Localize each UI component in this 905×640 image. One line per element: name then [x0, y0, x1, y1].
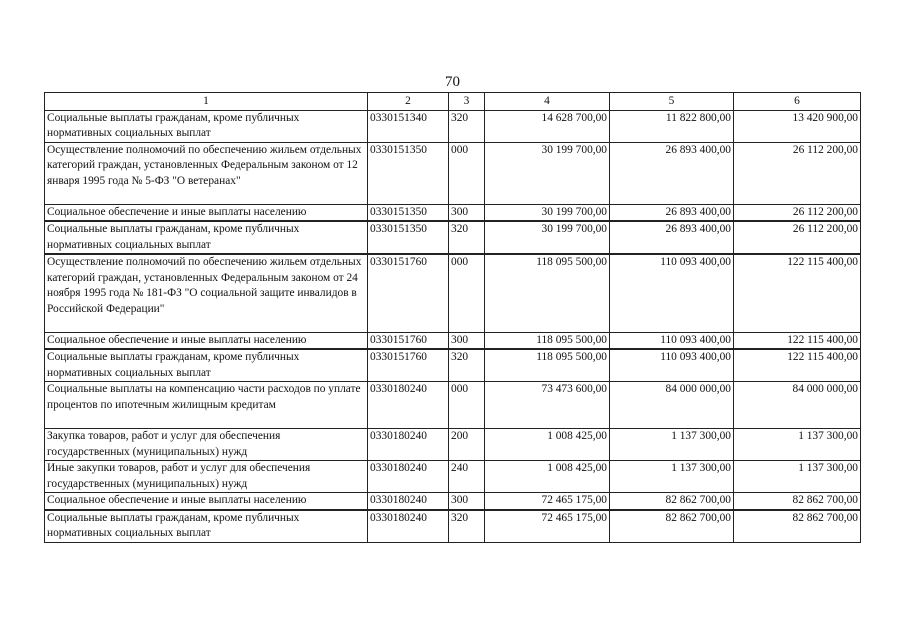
- row-value-2: 110 093 400,00: [610, 254, 734, 332]
- row-code: 0330180240: [368, 429, 449, 461]
- row-name: Социальное обеспечение и иные выплаты населению: [45, 332, 368, 349]
- table-row: [45, 254, 861, 332]
- row-value-2: 84 000 000,00: [610, 382, 734, 429]
- table-row: [45, 332, 861, 349]
- header-cell: 3: [449, 93, 485, 111]
- row-name: Иные закупки товаров, работ и услуг для обеспечения государственных (муниципальных) нужд: [45, 461, 368, 493]
- row-value-1: 1 008 425,00: [485, 429, 610, 461]
- row-code: 0330151760: [368, 332, 449, 349]
- row-value-3: 1 137 300,00: [734, 429, 861, 461]
- budget-table: [44, 92, 861, 543]
- row-name: Социальное обеспечение и иные выплаты населению: [45, 204, 368, 221]
- row-code: 0330151350: [368, 204, 449, 221]
- row-value-2: 82 862 700,00: [610, 493, 734, 510]
- row-value-2: 26 893 400,00: [610, 142, 734, 204]
- row-expense-type: 300: [449, 332, 485, 349]
- header-cell: 2: [368, 93, 449, 111]
- row-name: Социальное обеспечение и иные выплаты населению: [45, 493, 368, 510]
- table-row: [45, 221, 861, 254]
- row-name: Социальные выплаты на компенсацию части расходов по уплате процентов по ипотечным жилищным кредитам: [45, 382, 368, 429]
- table-row: [45, 429, 861, 461]
- row-code: 0330151760: [368, 254, 449, 332]
- row-value-3: 82 862 700,00: [734, 510, 861, 543]
- table-row: [45, 382, 861, 429]
- row-name: Осуществление полномочий по обеспечению жильем отдельных категорий граждан, установленных Федеральным законом от 24 ноября 1995 года № 181-ФЗ "О социальной защите инвалидов в Российской Федерации": [45, 254, 368, 332]
- row-expense-type: 320: [449, 221, 485, 254]
- row-value-2: 11 822 800,00: [610, 110, 734, 142]
- row-name: Социальные выплаты гражданам, кроме публичных нормативных социальных выплат: [45, 221, 368, 254]
- table-row: [45, 204, 861, 221]
- row-expense-type: 300: [449, 493, 485, 510]
- row-value-3: 1 137 300,00: [734, 461, 861, 493]
- row-name: Закупка товаров, работ и услуг для обеспечения государственных (муниципальных) нужд: [45, 429, 368, 461]
- row-value-3: 82 862 700,00: [734, 493, 861, 510]
- row-code: 0330180240: [368, 461, 449, 493]
- row-expense-type: 000: [449, 382, 485, 429]
- row-value-2: 110 093 400,00: [610, 349, 734, 382]
- table-row: [45, 349, 861, 382]
- row-expense-type: 000: [449, 254, 485, 332]
- table-row: [45, 493, 861, 510]
- header-cell: 1: [45, 93, 368, 111]
- header-cell: 6: [734, 93, 861, 111]
- row-code: 0330151350: [368, 221, 449, 254]
- row-value-1: 118 095 500,00: [485, 254, 610, 332]
- row-value-2: 26 893 400,00: [610, 204, 734, 221]
- row-value-2: 110 093 400,00: [610, 332, 734, 349]
- row-code: 0330151760: [368, 349, 449, 382]
- row-name: Осуществление полномочий по обеспечению жильем отдельных категорий граждан, установленных Федеральным законом от 12 января 1995 года № 5-ФЗ "О ветеранах": [45, 142, 368, 204]
- header-cell: 4: [485, 93, 610, 111]
- row-value-1: 1 008 425,00: [485, 461, 610, 493]
- row-code: 0330180240: [368, 382, 449, 429]
- row-expense-type: 320: [449, 510, 485, 543]
- table-row: [45, 142, 861, 204]
- row-value-1: 118 095 500,00: [485, 332, 610, 349]
- row-value-1: 72 465 175,00: [485, 510, 610, 543]
- table-row: [45, 461, 861, 493]
- row-code: 0330151350: [368, 142, 449, 204]
- row-code: 0330151340: [368, 110, 449, 142]
- row-value-1: 30 199 700,00: [485, 221, 610, 254]
- row-code: 0330180240: [368, 493, 449, 510]
- row-value-3: 26 112 200,00: [734, 204, 861, 221]
- row-expense-type: 000: [449, 142, 485, 204]
- row-value-3: 26 112 200,00: [734, 142, 861, 204]
- row-expense-type: 320: [449, 110, 485, 142]
- row-value-1: 14 628 700,00: [485, 110, 610, 142]
- row-value-3: 122 115 400,00: [734, 332, 861, 349]
- row-value-2: 82 862 700,00: [610, 510, 734, 543]
- row-value-1: 118 095 500,00: [485, 349, 610, 382]
- header-row: [45, 93, 861, 111]
- table-row: [45, 510, 861, 543]
- row-value-3: 122 115 400,00: [734, 254, 861, 332]
- row-value-2: 1 137 300,00: [610, 429, 734, 461]
- row-expense-type: 300: [449, 204, 485, 221]
- table-row: [45, 110, 861, 142]
- row-value-3: 84 000 000,00: [734, 382, 861, 429]
- row-name: Социальные выплаты гражданам, кроме публичных нормативных социальных выплат: [45, 110, 368, 142]
- row-name: Социальные выплаты гражданам, кроме публичных нормативных социальных выплат: [45, 510, 368, 543]
- page-number: 70: [445, 74, 460, 90]
- row-value-3: 26 112 200,00: [734, 221, 861, 254]
- row-name: Социальные выплаты гражданам, кроме публичных нормативных социальных выплат: [45, 349, 368, 382]
- header-cell: 5: [610, 93, 734, 111]
- row-expense-type: 240: [449, 461, 485, 493]
- row-code: 0330180240: [368, 510, 449, 543]
- row-value-2: 1 137 300,00: [610, 461, 734, 493]
- row-value-2: 26 893 400,00: [610, 221, 734, 254]
- row-value-1: 30 199 700,00: [485, 142, 610, 204]
- row-value-1: 73 473 600,00: [485, 382, 610, 429]
- row-value-3: 13 420 900,00: [734, 110, 861, 142]
- row-value-1: 30 199 700,00: [485, 204, 610, 221]
- row-value-3: 122 115 400,00: [734, 349, 861, 382]
- row-expense-type: 200: [449, 429, 485, 461]
- row-expense-type: 320: [449, 349, 485, 382]
- row-value-1: 72 465 175,00: [485, 493, 610, 510]
